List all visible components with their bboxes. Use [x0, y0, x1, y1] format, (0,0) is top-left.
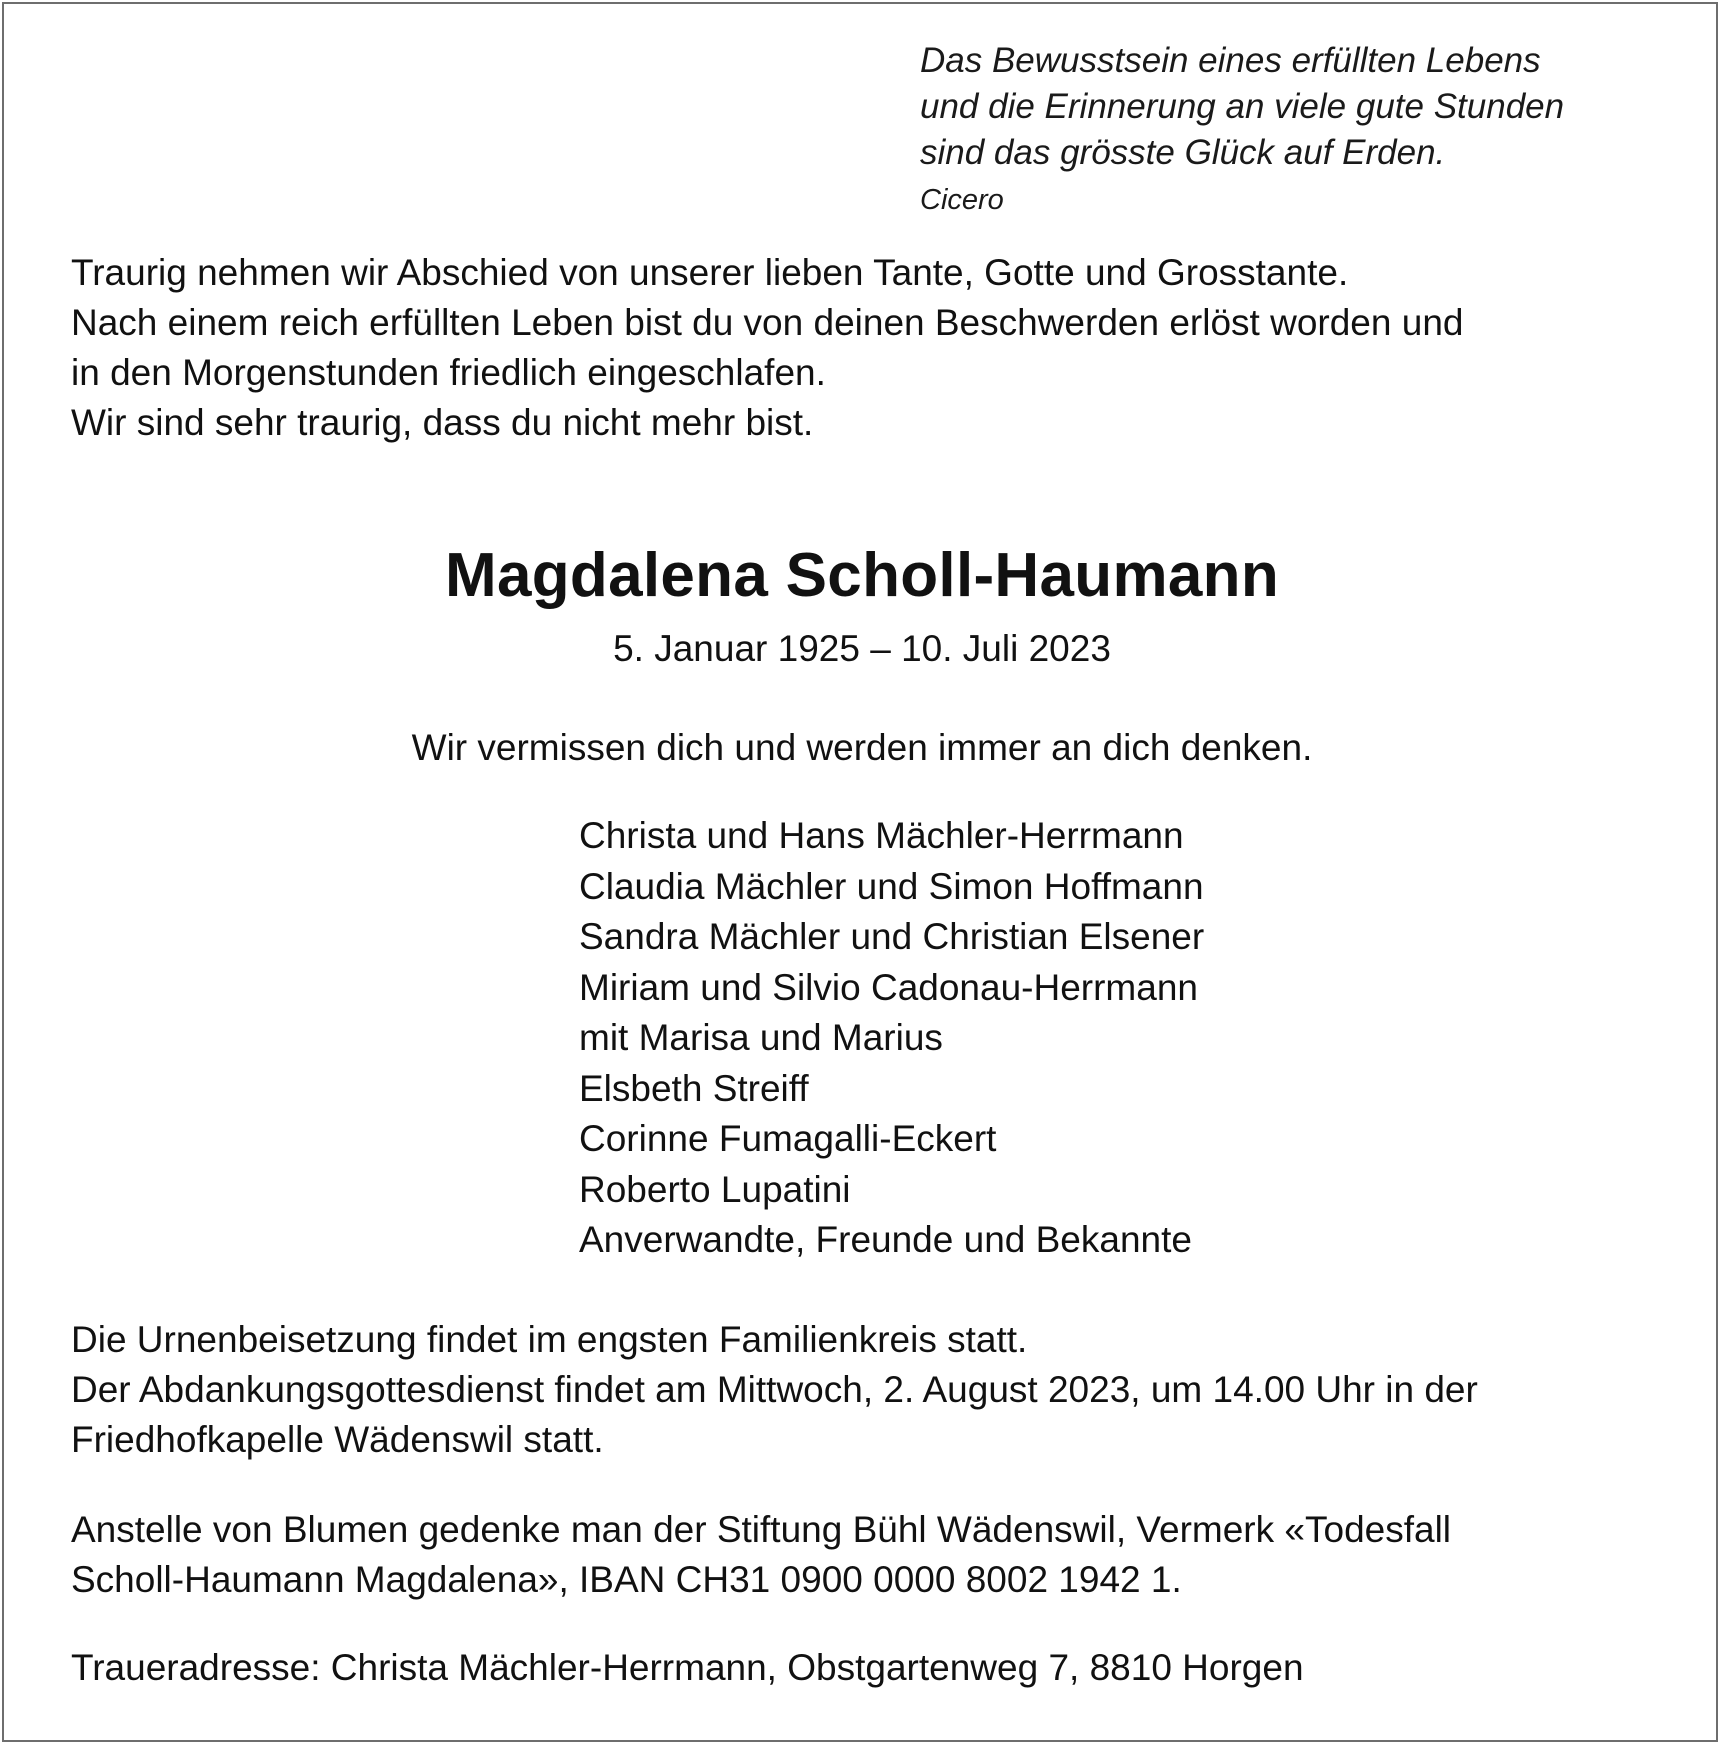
mourner-entry: Sandra Mächler und Christian Elsener	[579, 916, 1205, 957]
donation-line: Anstelle von Blumen gedenke man der Stiftung Bühl Wädenswil, Vermerk «Todesfall	[71, 1509, 1452, 1550]
donation-line: Scholl-Haumann Magdalena», IBAN CH31 0900 0000 8002 1942 1.	[71, 1559, 1182, 1600]
intro-line: Traurig nehmen wir Abschied von unserer lieben Tante, Gotte und Grosstante.	[71, 252, 1349, 293]
deceased-name: Magdalena Scholl-Haumann	[445, 541, 1279, 610]
mourner-entry: Claudia Mächler und Simon Hoffmann	[579, 865, 1204, 907]
quote-author: Cicero	[920, 184, 1004, 216]
epigraph-quote	[920, 38, 1700, 220]
burial-line: Der Abdankungsgottesdienst findet am Mittwoch, 2. August 2023, um 14.00 Uhr in der	[71, 1369, 1478, 1410]
mourner-entry: Anverwandte, Freunde und Bekannte	[579, 1219, 1192, 1260]
intro-line: Nach einem reich erfüllten Leben bist du von deinen Beschwerden erlöst worden und	[71, 302, 1464, 343]
quote-line: und die Erinnerung an viele gute Stunden	[920, 87, 1565, 126]
mourners-list	[579, 811, 1579, 1266]
mourning-address	[71, 1643, 1691, 1693]
intro-line: Wir sind sehr traurig, dass du nicht mehr bist.	[71, 402, 814, 443]
intro-line: in den Morgenstunden friedlich eingeschlafen.	[71, 352, 826, 393]
mourner-entry: Christa und Hans Mächler-Herrmann	[579, 815, 1184, 856]
life-dates: 5. Januar 1925 – 10. Juli 2023	[613, 628, 1111, 669]
address-line: Traueradresse: Christa Mächler-Herrmann, Obstgartenweg 7, 8810 Horgen	[71, 1647, 1304, 1688]
quote-line: Das Bewusstsein eines erfüllten Lebens	[920, 41, 1541, 80]
mourner-entry: Corinne Fumagalli-Eckert	[579, 1118, 997, 1159]
intro-paragraph	[71, 248, 1671, 448]
mourner-entry: Miriam und Silvio Cadonau-Herrmann	[579, 966, 1198, 1008]
mourner-entry: Elsbeth Streiff	[579, 1067, 809, 1109]
mourner-entry: Roberto Lupatini	[579, 1168, 851, 1210]
burial-line: Die Urnenbeisetzung findet im engsten Familienkreis statt.	[71, 1319, 1028, 1360]
quote-line: sind das grösste Glück auf Erden.	[920, 133, 1446, 172]
donation-info	[71, 1505, 1691, 1605]
remembrance-line: Wir vermissen dich und werden immer an dich denken.	[411, 727, 1313, 768]
burial-info	[71, 1315, 1691, 1465]
mourner-entry: mit Marisa und Marius	[579, 1017, 943, 1058]
burial-line: Friedhofkapelle Wädenswil statt.	[71, 1419, 604, 1460]
